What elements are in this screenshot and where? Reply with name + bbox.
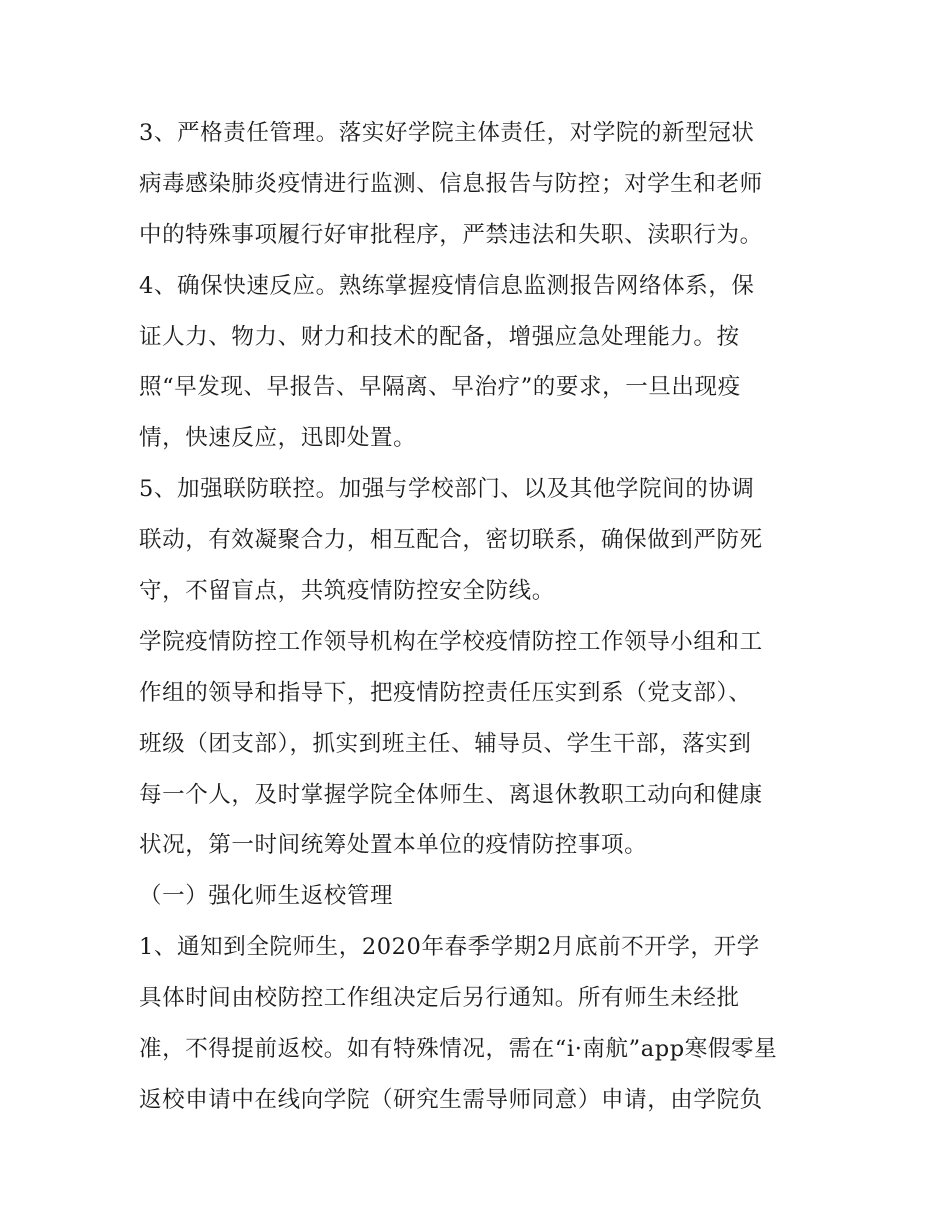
text-line: 5、加强联防联控。加强与学校部门、以及其他学院间的协调 [139,476,755,503]
text-line: 1、通知到全院师生，2020年春季学期2月底前不开学，开学 [139,934,760,961]
text-line: 病毒感染肺炎疫情进行监测、信息报告与防控；对学生和老师 [139,170,763,197]
text-line: 准，不得提前返校。如有特殊情况，需在“i·南航”app寒假零星 [139,1036,778,1063]
text-line: 学院疫情防控工作领导机构在学校疫情防控工作领导小组和工 [139,628,763,655]
text-line: 班级（团支部），抓实到班主任、辅导员、学生干部，落实到 [139,730,752,757]
text-line: 作组的领导和指导下，把疫情防控责任压实到系（党支部）、 [139,679,752,706]
text-line: 证人力、物力、财力和技术的配备，增强应急处理能力。按 [139,323,740,350]
document-body [139,108,829,1126]
text-line: 4、确保快速反应。熟练掌握疫情信息监测报告网络体系，保 [139,272,755,299]
text-line: 情，快速反应，迅即处置。 [139,425,417,452]
text-line: 照“早发现、早报告、早隔离、早治疗”的要求，一旦出现疫 [139,374,741,401]
text-line: 每一个人，及时掌握学院全体师生、离退休教职工动向和健康 [139,781,763,808]
text-line: 中的特殊事项履行好审批程序，严禁违法和失职、渎职行为。 [139,221,763,248]
section-heading: （一）强化师生返校管理 [139,883,394,910]
text-line: 守，不留盲点，共筑疫情防控安全防线。 [139,578,555,605]
text-line: 返校申请中在线向学院（研究生需导师同意）申请，由学院负 [139,1086,763,1113]
text-line: 具体时间由校防控工作组决定后另行通知。所有师生未经批 [139,985,740,1012]
text-line: 联动，有效凝聚合力，相互配合，密切联系，确保做到严防死 [139,527,763,554]
text-line: 3、严格责任管理。落实好学院主体责任，对学院的新型冠状 [139,120,755,146]
text-line: 状况，第一时间统筹处置本单位的疫情防控事项。 [139,832,648,859]
